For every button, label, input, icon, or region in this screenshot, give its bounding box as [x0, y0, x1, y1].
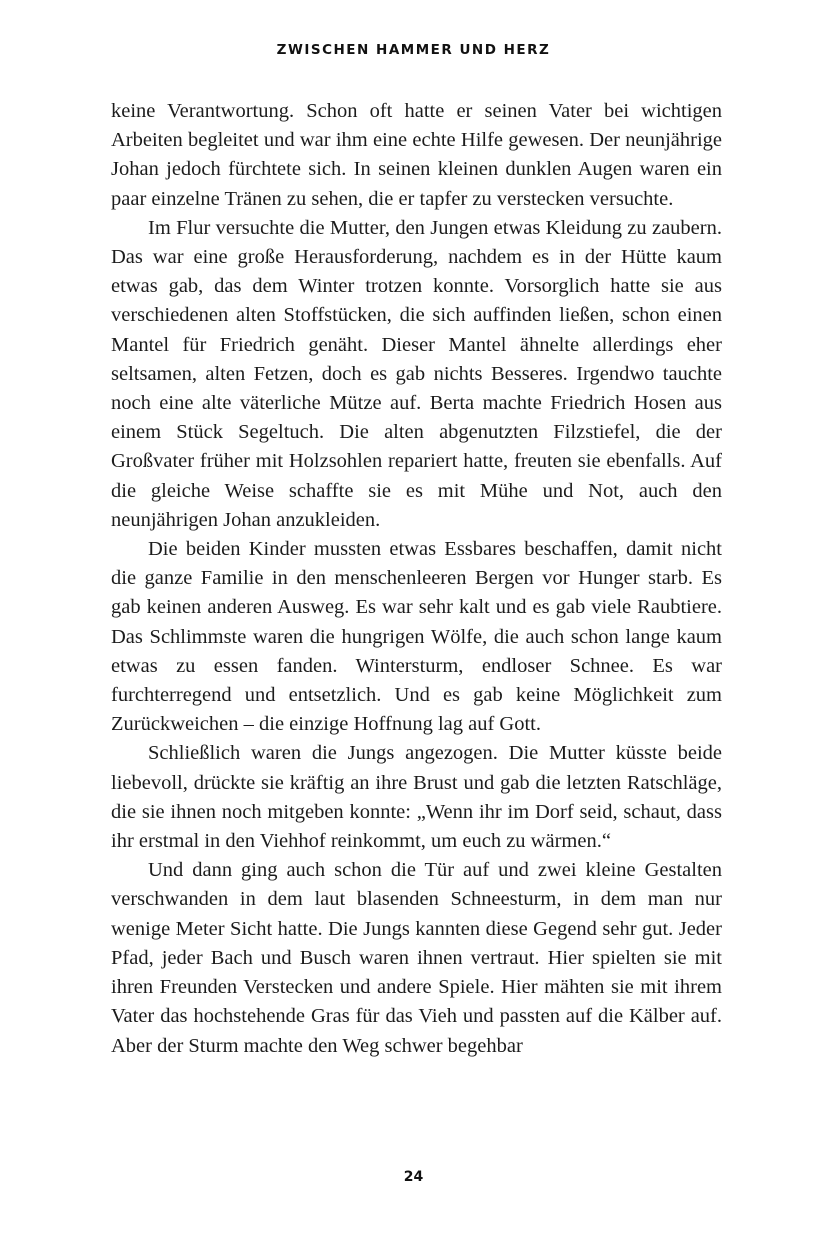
- page-number: 24: [403, 1169, 424, 1185]
- paragraph: Und dann ging auch schon die Tür auf und zwei kleine Gestalten verschwanden in dem laut blasenden Schneesturm, in dem man nur wenige Meter Sicht hatte. Die Jungs kannten diese Gegend sehr gut. Jeder Pfad, jeder Bach und Busch waren ihnen vertraut. Hier spielten sie mit ihren Freunden Verstecken und andere Spiele. Hier mähten sie mit ihrem Vater das hochstehende Gras für das Vieh und passten auf die Kälber auf. Aber der Sturm machte den Weg schwer begehbar: [111, 859, 722, 1057]
- paragraph: keine Verantwortung. Schon oft hatte er seinen Vater bei wichtigen Arbeiten begleitet und war ihm eine echte Hilfe gewesen. Der neunjährige Johan jedoch fürchtete sich. In seinen kleinen dunklen Augen waren ein paar einzelne Tränen zu sehen, die er tapfer zu verstecken versuchte.: [111, 100, 722, 210]
- paragraph: Schließlich waren die Jungs angezogen. Die Mutter küsste beide liebevoll, drückte sie kräftig an ihre Brust und gab die letzten Ratschläge, die sie ihnen noch mitgeben konnte: „Wenn ihr im Dorf seid, schaut, dass ihr erstmal in den Viehhof reinkommt, um euch zu wärmen.“: [111, 742, 722, 853]
- paragraph: Im Flur versuchte die Mutter, den Jungen etwas Kleidung zu zaubern. Das war eine große Herausforderung, nachdem es in der Hütte kaum etwas gab, das dem Winter trotzen konnte. Vorsorglich hatte sie aus verschiedenen alten Stoffstücken, die sich auffinden ließen, schon einen Mantel für Friedrich genäht. Dieser Mantel ähnelte allerdings eher seltsamen, alten Fetzen, doch es gab nichts Besseres. Irgendwo tauchte noch eine alte väterliche Mütze auf. Berta machte Friedrich Hosen aus einem Stück Segeltuch. Die alten abgenutzten Filzstiefel, die der Großvater früher mit Holzsohlen repariert hatte, freuten sie ebenfalls. Auf die gleiche Weise schaffte sie es mit Mühe und Not, auch den neunjährigen Johan anzukleiden.: [111, 216, 722, 531]
- paragraph: Die beiden Kinder mussten etwas Essbares beschaffen, damit nicht die ganze Familie in den menschenleeren Bergen vor Hunger starb. Es gab keinen anderen Ausweg. Es war sehr kalt und es gab viele Raubtiere. Das Schlimmste waren die hungrigen Wölfe, die auch schon lange kaum etwas zu essen fanden. Wintersturm, endloser Schnee. Es war furchterregend und entsetzlich. Und es gab keine Möglichkeit zum Zurückweichen – die einzige Hoffnung lag auf Gott.: [111, 538, 722, 736]
- body-text: [111, 97, 722, 1061]
- running-head-title: ZWISCHEN HAMMER UND HERZ: [276, 42, 551, 58]
